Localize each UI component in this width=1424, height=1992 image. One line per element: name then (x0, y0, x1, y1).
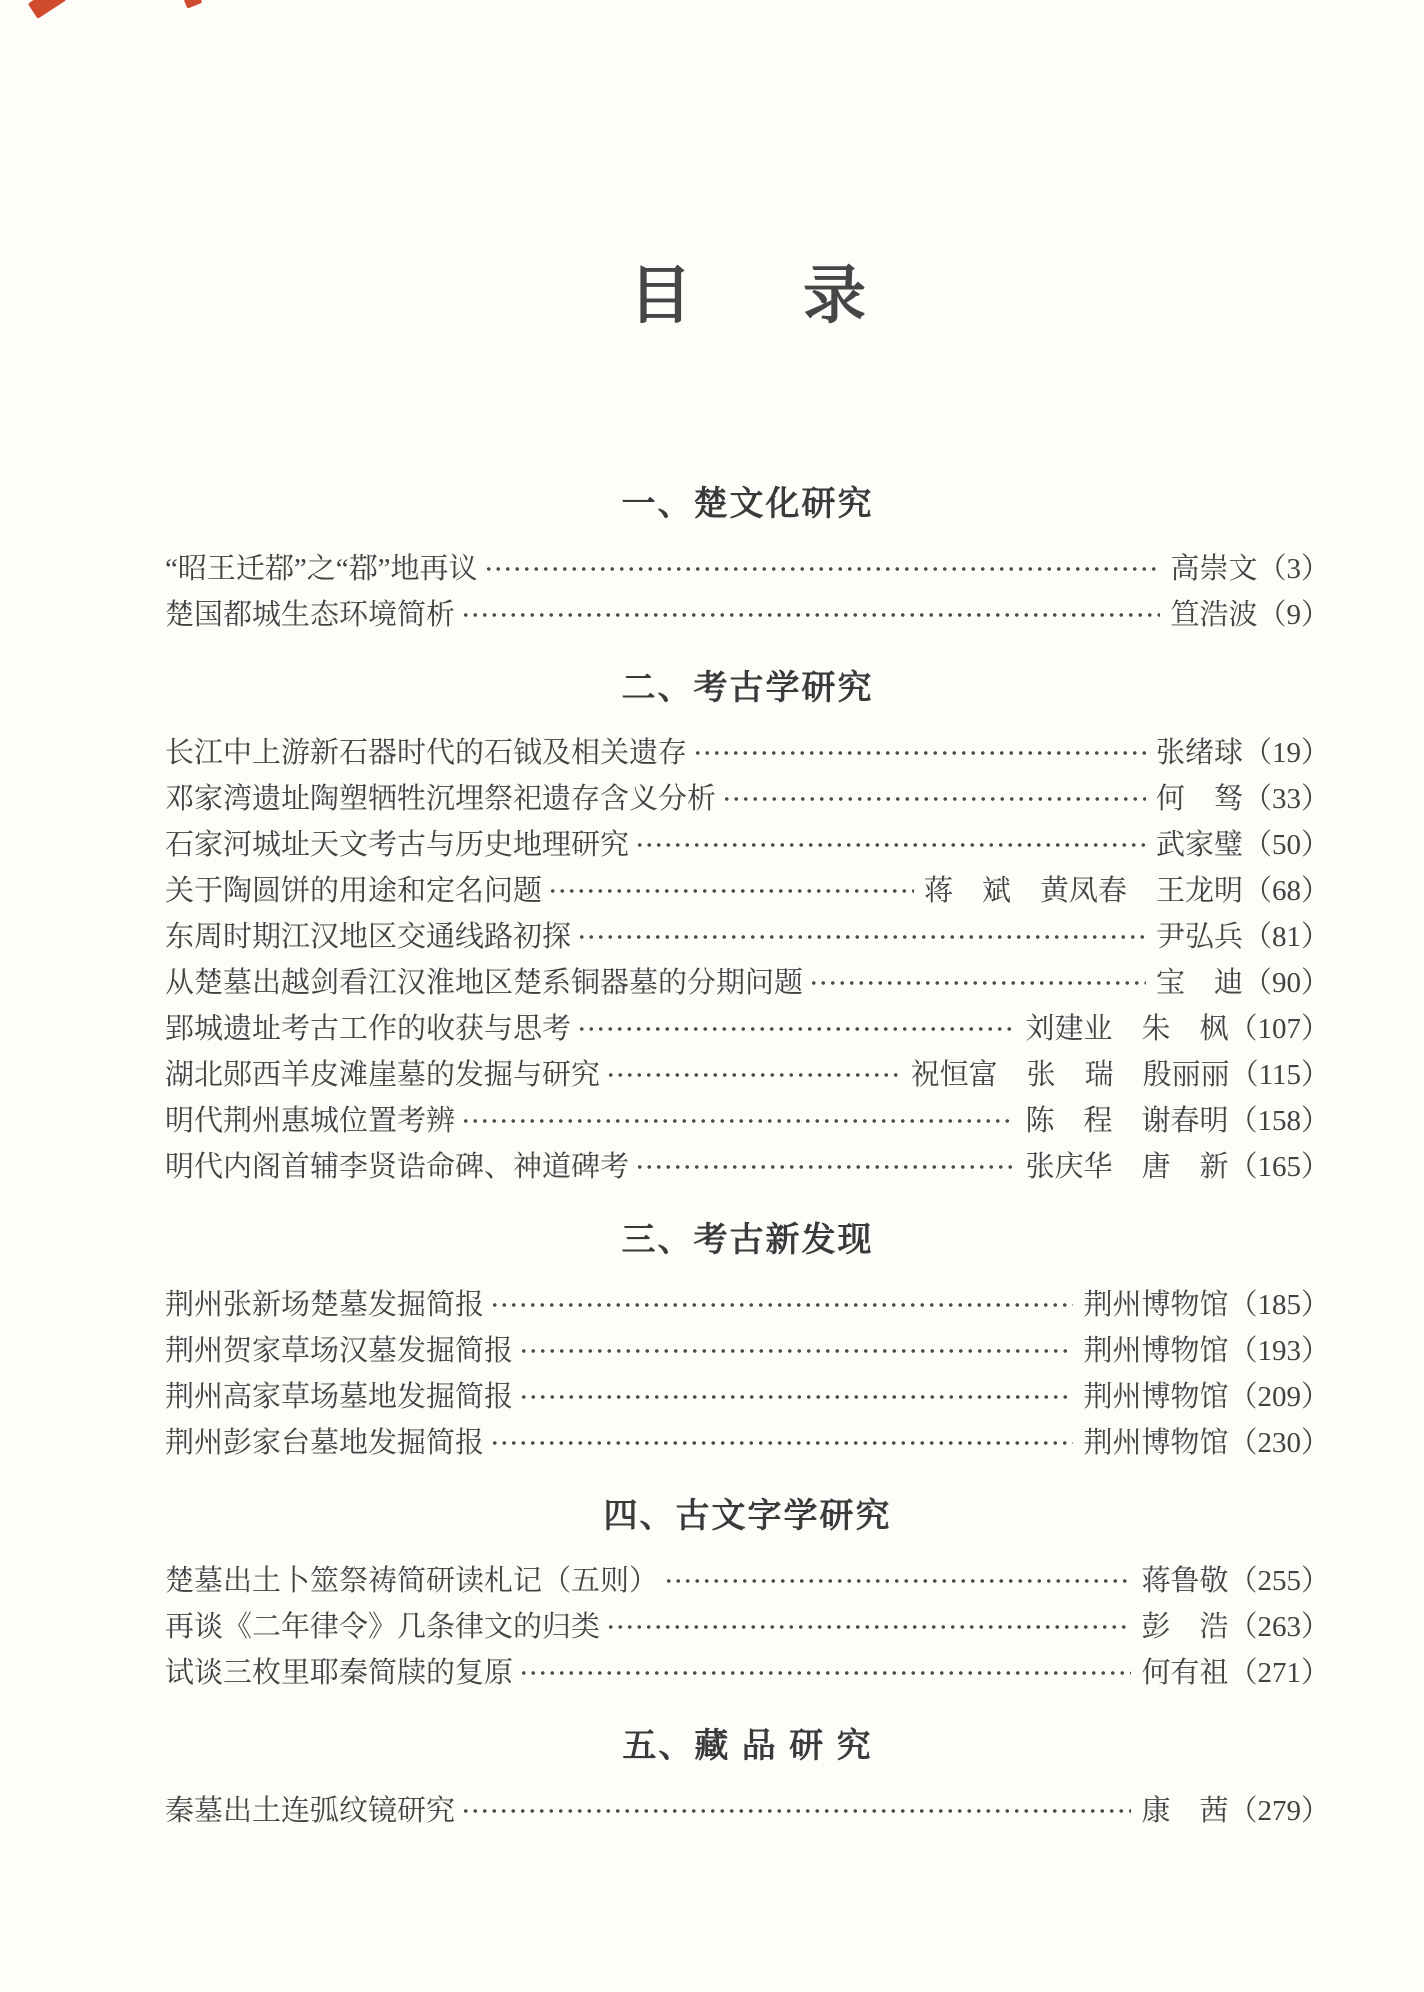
dotted-leader (635, 822, 1146, 868)
entry-author-page: 高崇文（3） (1170, 553, 1330, 585)
toc-section (165, 1220, 1330, 1466)
toc-section (165, 668, 1330, 1190)
toc-entry-row (165, 1328, 1330, 1374)
toc-entry-row (165, 1006, 1330, 1052)
dotted-leader (693, 730, 1146, 776)
entry-title: 明代内阁首辅李贤诰命碑、神道碑考 (165, 1151, 630, 1183)
entry-title: 东周时期江汉地区交通线路初探 (165, 921, 572, 953)
entry-title: 楚墓出土卜筮祭祷简研读札记（五则） (165, 1565, 659, 1597)
toc-entry-row (165, 1144, 1330, 1190)
dotted-leader (484, 546, 1161, 592)
toc-entry-row (165, 1558, 1330, 1604)
dotted-leader (809, 960, 1146, 1006)
entry-title: 明代荆州惠城位置考辨 (165, 1105, 456, 1137)
entry-title: 荆州贺家草场汉墓发掘简报 (165, 1335, 514, 1367)
toc-entry-row (165, 868, 1330, 914)
dotted-leader (664, 1558, 1131, 1604)
toc-entry-row (165, 1788, 1330, 1834)
dotted-leader (519, 1328, 1073, 1374)
entry-author-page: 陈 程 谢春明（158） (1025, 1105, 1330, 1137)
dotted-leader (461, 1098, 1015, 1144)
section-heading: 二、考古学研究 (621, 669, 874, 707)
entry-title: 再谈《二年律令》几条律文的归类 (165, 1611, 601, 1643)
toc-section (165, 1726, 1330, 1834)
entry-author-page: 祝恒富 张 瑞 殷丽丽（115） (910, 1059, 1330, 1091)
toc-entry-row (165, 1374, 1330, 1420)
entry-author-page: 何有祖（271） (1141, 1657, 1330, 1689)
entry-title: 关于陶圆饼的用途和定名问题 (165, 875, 543, 907)
dotted-leader (519, 1650, 1131, 1696)
dotted-leader (519, 1374, 1073, 1420)
entry-title: 荆州张新场楚墓发掘简报 (165, 1289, 485, 1321)
dotted-leader (722, 776, 1146, 822)
entry-title: 郢城遗址考古工作的收获与思考 (165, 1013, 572, 1045)
entry-author-page: 康 茜（279） (1141, 1795, 1330, 1827)
dotted-leader (461, 592, 1160, 638)
section-entries (165, 730, 1330, 1190)
dotted-leader (606, 1604, 1131, 1650)
toc-section (165, 1496, 1330, 1696)
dotted-leader (490, 1282, 1073, 1328)
section-entries (165, 1558, 1330, 1696)
section-entries (165, 546, 1330, 638)
entry-author-page: 荆州博物馆（230） (1083, 1427, 1330, 1459)
entry-title: 湖北郧西羊皮滩崖墓的发掘与研究 (165, 1059, 601, 1091)
toc-entry-row (165, 776, 1330, 822)
dotted-leader (490, 1420, 1073, 1466)
entry-author-page: 笪浩波（9） (1170, 599, 1330, 631)
entry-title: 荆州彭家台墓地发掘简报 (165, 1427, 485, 1459)
toc-entry-row (165, 914, 1330, 960)
entry-title: 从楚墓出越剑看江汉淮地区楚系铜器墓的分期问题 (165, 967, 804, 999)
scan-artifact-mark (28, 0, 66, 19)
entry-author-page: 何 驽（33） (1155, 783, 1330, 815)
entry-title: 荆州高家草场墓地发掘简报 (165, 1381, 514, 1413)
entry-author-page: 武家璧（50） (1155, 829, 1330, 861)
entry-author-page: 彭 浩（263） (1141, 1611, 1330, 1643)
entry-author-page: 张庆华 唐 新（165） (1025, 1151, 1330, 1183)
toc-sections (165, 484, 1330, 1834)
entry-title: 长江中上游新石器时代的石钺及相关遗存 (165, 737, 688, 769)
section-entries (165, 1788, 1330, 1834)
toc-entry-row (165, 1282, 1330, 1328)
entry-author-page: 尹弘兵（81） (1155, 921, 1330, 953)
section-heading: 五、藏 品 研 究 (622, 1727, 873, 1765)
entry-title: “昭王迁鄀”之“鄀”地再议 (165, 553, 478, 585)
toc-entry-row (165, 822, 1330, 868)
entry-author-page: 张绪球（19） (1155, 737, 1330, 769)
toc-entry-row (165, 730, 1330, 776)
toc-entry-row (165, 960, 1330, 1006)
section-entries (165, 1282, 1330, 1466)
entry-author-page: 刘建业 朱 枫（107） (1025, 1013, 1330, 1045)
entry-author-page: 荆州博物馆（185） (1083, 1289, 1330, 1321)
dotted-leader (461, 1788, 1131, 1834)
entry-author-page: 荆州博物馆（193） (1083, 1335, 1330, 1367)
section-heading: 一、楚文化研究 (621, 485, 874, 523)
section-heading: 四、古文字学研究 (603, 1497, 892, 1535)
toc-entry-row (165, 546, 1330, 592)
entry-title: 邓家湾遗址陶塑牺牲沉埋祭祀遗存含义分析 (165, 783, 717, 815)
dotted-leader (548, 868, 914, 914)
toc-entry-row (165, 1420, 1330, 1466)
entry-author-page: 荆州博物馆（209） (1083, 1381, 1330, 1413)
toc-entry-row (165, 1650, 1330, 1696)
entry-title: 试谈三枚里耶秦简牍的复原 (165, 1657, 514, 1689)
toc-entry-row (165, 1604, 1330, 1650)
toc-section (165, 484, 1330, 638)
entry-title: 楚国都城生态环境简析 (165, 599, 456, 631)
toc-entry-row (165, 1098, 1330, 1144)
dotted-leader (606, 1052, 901, 1098)
dotted-leader (577, 1006, 1015, 1052)
entry-author-page: 蒋鲁敬（255） (1141, 1565, 1330, 1597)
entry-title: 秦墓出土连弧纹镜研究 (165, 1795, 456, 1827)
section-heading: 三、考古新发现 (621, 1221, 874, 1259)
dotted-leader (635, 1144, 1015, 1190)
dotted-leader (577, 914, 1146, 960)
page-title: 目 录 (629, 261, 890, 331)
entry-author-page: 宝 迪（90） (1155, 967, 1330, 999)
entry-author-page: 蒋 斌 黄凤春 王龙明（68） (923, 875, 1330, 907)
entry-title: 石家河城址天文考古与历史地理研究 (165, 829, 630, 861)
toc-entry-row (165, 592, 1330, 638)
toc-entry-row (165, 1052, 1330, 1098)
